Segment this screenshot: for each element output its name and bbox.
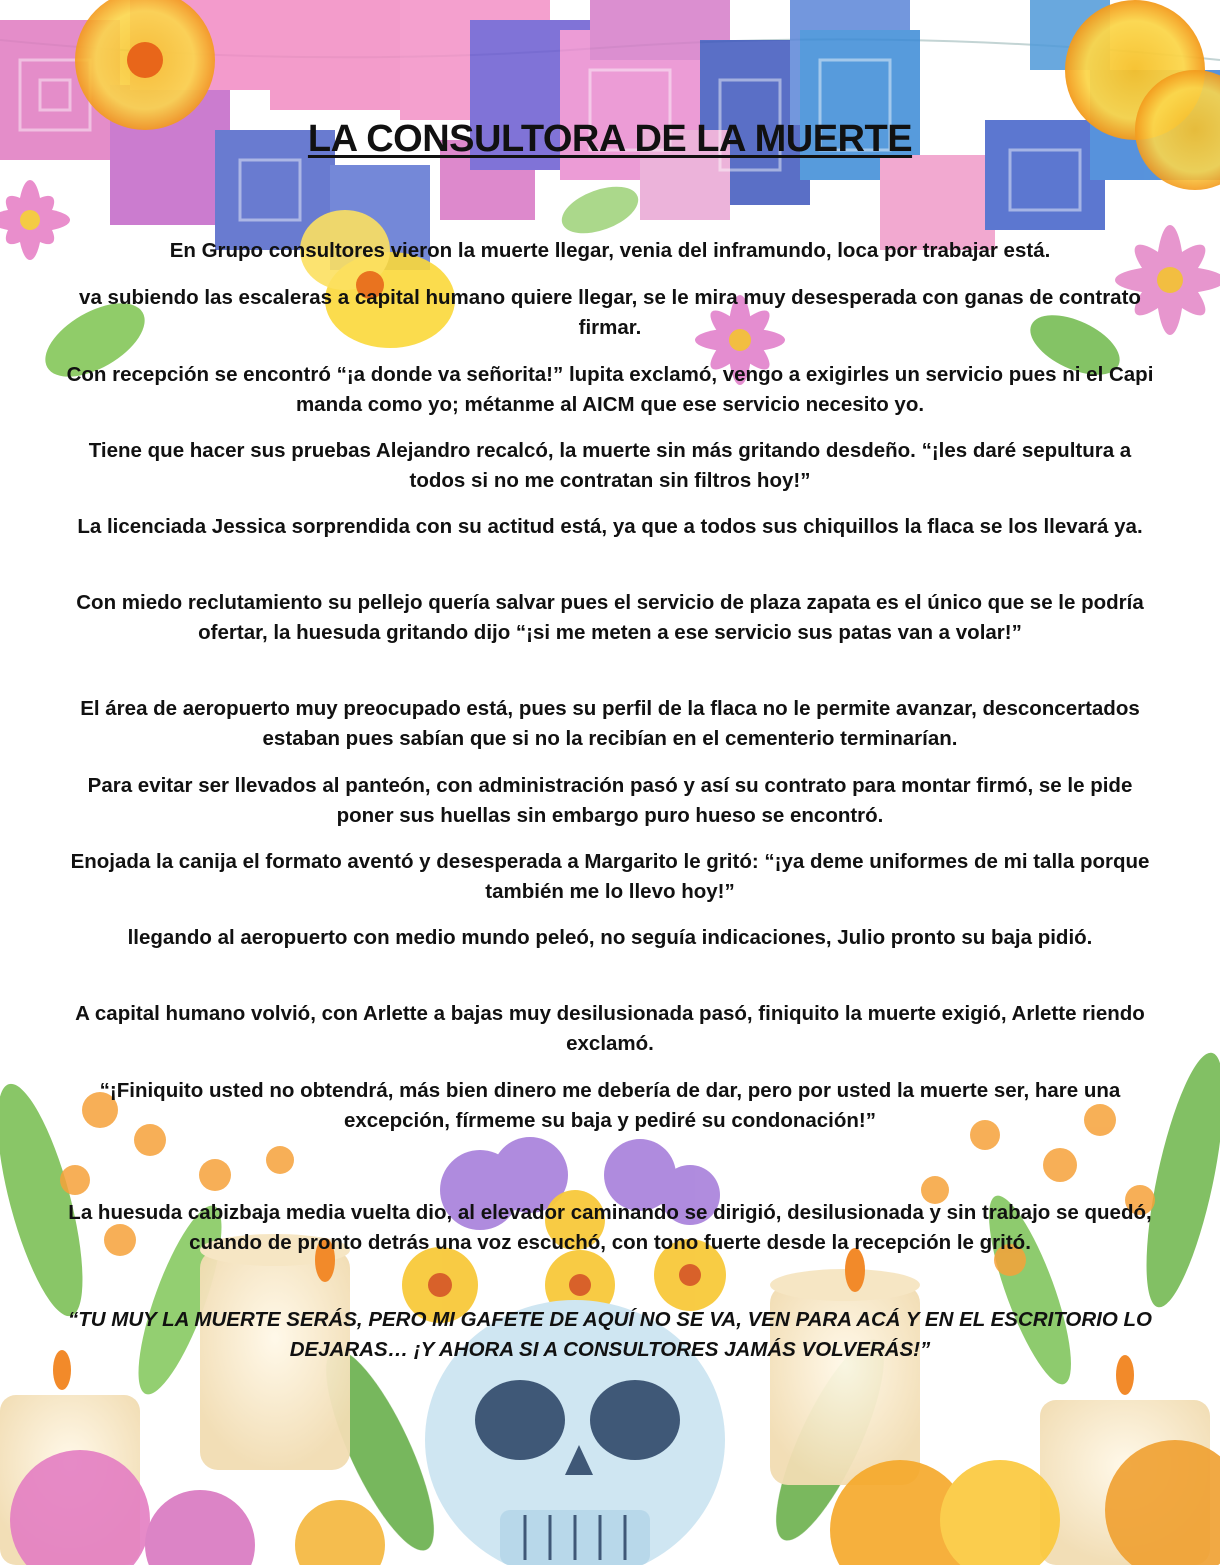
poem-stanza: Enojada la canija el formato aventó y desesperada a Margarito le gritó: “¡ya deme uniformes de mi talla porque también me lo llevo hoy!” bbox=[70, 850, 1150, 903]
poem-stanza: Tiene que hacer sus pruebas Alejandro recalcó, la muerte sin más gritando desdeño. “¡les daré sepultura a todos si no me contratan sin filtros hoy!” bbox=[88, 439, 1132, 492]
page-title: LA CONSULTORA DE LA MUERTE bbox=[307, 118, 913, 160]
poem-stanza: Con miedo reclutamiento su pellejo quería salvar pues el servicio de plaza zapata es el único que se le podría ofertar, la huesuda gritando dijo “¡si me meten a ese servicio sus patas van a volar!” bbox=[76, 591, 1144, 644]
poem-stanza: Para evitar ser llevados al panteón, con administración pasó y así su contrato para montar firmó, se le pide poner sus huellas sin embargo puro hueso se encontró. bbox=[87, 774, 1133, 827]
poem-stanza: La huesuda cabizbaja media vuelta dio, al elevador caminando se dirigió, desilusionada y sin trabajo se quedó, cuando de pronto detrás una voz escuchó, con tono fuerte desde la recepción le gritó. bbox=[68, 1201, 1152, 1254]
poem-stanza: La licenciada Jessica sorprendida con su actitud está, ya que a todos sus chiquillos la flaca se los llevará ya. bbox=[77, 515, 1143, 538]
poem-stanza: El área de aeropuerto muy preocupado está, pues su perfil de la flaca no le permite avanzar, desconcertados estaban pues sabían que si no la recibían en el cementerio terminarían. bbox=[80, 697, 1140, 750]
poem-stanza: Con recepción se encontró “¡a donde va señorita!” lupita exclamó, vengo a exigirles un servicio pues ni el Capi manda como yo; métanme al AICM que ese servicio necesito yo. bbox=[66, 363, 1154, 416]
poem-final-stanza: “TU MUY LA MUERTE SERÁS, PERO MI GAFETE DE AQUÍ NO SE VA, VEN PARA ACÁ Y EN EL ESCRITORIO LO DEJARAS… ¡Y AHORA SI A CONSULTORES JAMÁS VOLVERÁS!” bbox=[68, 1308, 1152, 1361]
poem-stanza: “¡Finiquito usted no obtendrá, más bien dinero me debería de dar, pero por usted la muerte ser, hare una excepción, fírmeme su baja y pediré su condonación!” bbox=[99, 1079, 1121, 1132]
poem-stanza: llegando al aeropuerto con medio mundo peleó, no seguía indicaciones, Julio pronto su baja pidió. bbox=[127, 926, 1093, 949]
poem-stanza: En Grupo consultores vieron la muerte llegar, venia del inframundo, loca por trabajar está. bbox=[169, 239, 1051, 262]
poem-stanza: A capital humano volvió, con Arlette a bajas muy desilusionada pasó, finiquito la muerte exigió, Arlette riendo exclamó. bbox=[75, 1002, 1145, 1055]
poem-stanza: va subiendo las escaleras a capital humano quiere llegar, se le mira muy desesperada con ganas de contrato firmar. bbox=[79, 286, 1141, 339]
